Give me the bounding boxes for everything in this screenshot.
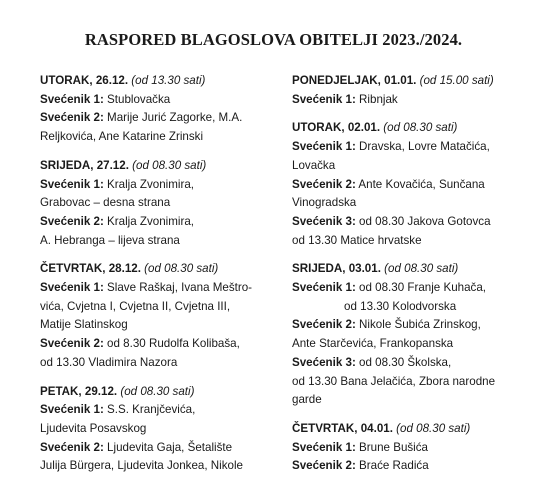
street-list: Ante Starčevića, Frankopanska [292, 337, 454, 351]
street-list: Slave Raškaj, Ivana Meštro- [107, 281, 253, 295]
day-heading [40, 72, 280, 91]
priest-label: Svećenik 2: [40, 111, 104, 125]
schedule-day-block [40, 157, 280, 251]
assignment-line [292, 354, 532, 373]
assignment-line [292, 316, 532, 335]
assignment-line [292, 91, 532, 110]
start-time: (od 08.30 sati) [120, 384, 195, 398]
street-list: Ljudevita Posavskog [40, 421, 147, 435]
street-list: Marije Jurić Zagorke, M.A. [107, 111, 243, 125]
assignment-line [40, 176, 280, 195]
day-label: ČETVRTAK, 28.12. [40, 262, 141, 276]
priest-label: Svećenik 1: [292, 281, 356, 295]
assignment-line [40, 439, 280, 458]
priest-label: Svećenik 2: [292, 459, 356, 473]
day-heading [40, 383, 280, 402]
assignment-line [292, 373, 532, 392]
assignment-line [292, 138, 532, 157]
day-label: SRIJEDA, 03.01. [292, 262, 381, 276]
priest-label: Svećenik 2: [292, 177, 356, 191]
page-title: RASPORED BLAGOSLOVA OBITELJI 2023./2024. [84, 30, 463, 49]
street-list: Ljudevita Gaja, Šetalište [107, 440, 233, 454]
assignment-line [40, 232, 280, 251]
street-list: S.S. Kranjčevića, [107, 403, 196, 417]
day-label: SRIJEDA, 27.12. [40, 158, 129, 172]
day-label: PONEDJELJAK, 01.01. [292, 74, 417, 87]
street-list: od 8.30 Rudolfa Kolibaša, [107, 337, 240, 351]
priest-label: Svećenik 2: [40, 214, 104, 228]
street-list: Lovačka [292, 158, 336, 172]
assignment-line [40, 401, 280, 420]
street-list: Stublovačka [107, 92, 171, 106]
schedule-column-right [292, 72, 532, 486]
assignment-line [40, 279, 280, 298]
street-list: Vinogradska [292, 196, 357, 210]
day-heading [292, 119, 532, 138]
street-list: Brune Bušića [359, 440, 429, 454]
day-heading [292, 72, 532, 91]
assignment-line [292, 298, 532, 317]
priest-label: Svećenik 1: [40, 403, 104, 417]
priest-label: Svećenik 1: [40, 92, 104, 106]
day-heading [40, 260, 280, 279]
priest-label: Svećenik 1: [292, 440, 356, 454]
street-list: Kralja Zvonimira, [107, 214, 195, 228]
street-list: od 08.30 Franje Kuhača, [359, 281, 487, 295]
assignment-line [40, 213, 280, 232]
street-list: od 13.30 Matice hrvatske [292, 233, 422, 247]
assignment-line [40, 128, 280, 147]
assignment-line [40, 194, 280, 213]
priest-label: Svećenik 3: [292, 355, 356, 369]
street-list: Matije Slatinskog [40, 318, 128, 332]
street-list: vića, Cvjetna I, Cvjetna II, Cvjetna III, [40, 299, 231, 313]
priest-label: Svećenik 1: [40, 281, 104, 295]
assignment-line [292, 232, 532, 251]
street-list: garde [292, 393, 322, 407]
assignment-line [292, 391, 532, 410]
priest-label: Svećenik 1: [40, 177, 104, 191]
priest-label: Svećenik 2: [292, 318, 356, 332]
priest-label: Svećenik 1: [292, 92, 356, 106]
start-time: (od 08.30 sati) [144, 262, 219, 276]
street-list: Dravska, Lovre Matačića, [359, 140, 490, 154]
priest-label: Svećenik 2: [40, 337, 104, 351]
assignment-line [40, 298, 280, 317]
day-label: UTORAK, 26.12. [40, 74, 129, 87]
start-time: (od 08.30 sati) [396, 421, 471, 435]
schedule-day-block [40, 72, 280, 147]
assignment-line [40, 316, 280, 335]
assignment-line [292, 279, 532, 298]
street-list: Kralja Zvonimira, [107, 177, 195, 191]
start-time: (od 13.30 sati) [131, 74, 206, 87]
street-list: Braće Radića [359, 459, 429, 473]
street-list: Grabovac – desna strana [40, 196, 171, 210]
assignment-line [292, 335, 532, 354]
assignment-line [292, 457, 532, 476]
schedule-day-block [292, 420, 532, 476]
schedule-day-block [292, 72, 532, 109]
assignment-line [40, 420, 280, 439]
assignment-line [40, 457, 280, 476]
priest-label: Svećenik 2: [40, 440, 104, 454]
street-list: Ribnjak [359, 92, 398, 106]
street-list: od 08.30 Školska, [359, 355, 452, 369]
street-list: Julija Bürgera, Ljudevita Jonkea, Nikole [40, 459, 244, 473]
day-heading [292, 260, 532, 279]
assignment-line [40, 335, 280, 354]
street-list: od 13.30 Bana Jelačića, Zbora narodne [292, 374, 496, 388]
start-time: (od 08.30 sati) [132, 158, 207, 172]
start-time: (od 15.00 sati) [419, 74, 494, 87]
schedule-day-block [40, 383, 280, 477]
schedule-day-block [292, 119, 532, 250]
street-list: Ante Kovačića, Sunčana [358, 177, 485, 191]
day-label: ČETVRTAK, 04.01. [292, 421, 393, 435]
schedule-day-block [40, 260, 280, 372]
street-list: Reljkovića, Ane Katarine Zrinski [40, 130, 204, 144]
street-list: od 13.30 Kolodvorska [344, 299, 457, 313]
assignment-line [40, 109, 280, 128]
schedule-day-block [292, 260, 532, 410]
street-list: od 13.30 Vladimira Nazora [40, 355, 178, 369]
schedule-column-left [40, 72, 280, 486]
street-list: od 08.30 Jakova Gotovca [359, 214, 491, 228]
priest-label: Svećenik 3: [292, 214, 356, 228]
start-time: (od 08.30 sati) [383, 121, 458, 135]
priest-label: Svećenik 1: [292, 140, 356, 154]
day-heading [40, 157, 280, 176]
day-label: PETAK, 29.12. [40, 384, 118, 398]
street-list: A. Hebranga – lijeva strana [40, 233, 180, 247]
assignment-line [292, 213, 532, 232]
day-heading [292, 420, 532, 439]
assignment-line [292, 194, 532, 213]
start-time: (od 08.30 sati) [384, 262, 459, 276]
assignment-line [292, 157, 532, 176]
day-label: UTORAK, 02.01. [292, 121, 381, 135]
assignment-line [40, 91, 280, 110]
assignment-line [292, 176, 532, 195]
street-list: Nikole Šubića Zrinskog, [359, 318, 481, 332]
assignment-line [292, 439, 532, 458]
assignment-line [40, 354, 280, 373]
